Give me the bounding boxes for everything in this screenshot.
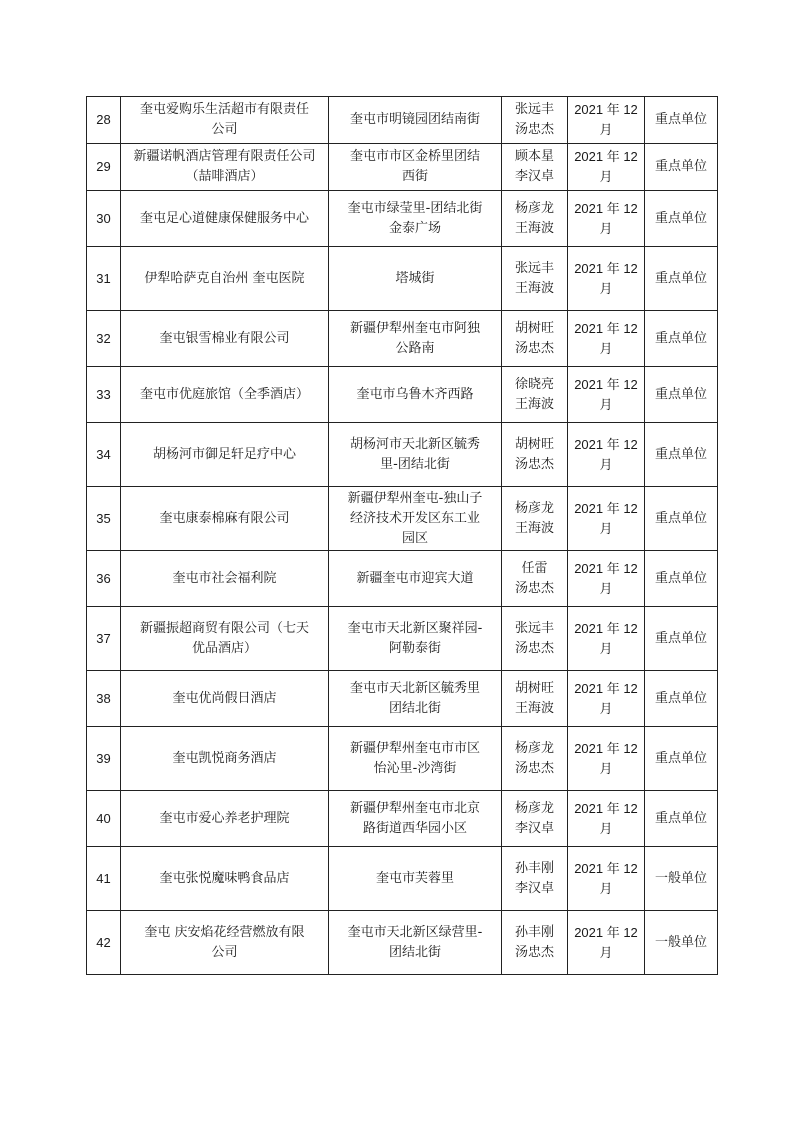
inspector-names: 张远丰 汤忠杰 <box>502 97 568 144</box>
row-number: 41 <box>87 847 121 911</box>
inspector-names: 顾本星 李汉卓 <box>502 144 568 191</box>
table-row <box>87 671 718 727</box>
table-row <box>87 367 718 423</box>
table-row <box>87 144 718 191</box>
table-row <box>87 191 718 247</box>
row-number: 37 <box>87 607 121 671</box>
inspector-names: 张远丰 王海波 <box>502 247 568 311</box>
unit-address: 新疆伊犁州奎屯市市区 怡沁里-沙湾街 <box>329 727 502 791</box>
unit-address: 胡杨河市天北新区毓秀 里-团结北街 <box>329 423 502 487</box>
row-number: 35 <box>87 487 121 551</box>
unit-name: 奎屯康泰棉麻有限公司 <box>121 487 329 551</box>
unit-name: 奎屯足心道健康保健服务中心 <box>121 191 329 247</box>
unit-name: 奎屯 庆安焰花经营燃放有限 公司 <box>121 911 329 975</box>
unit-name: 新疆振超商贸有限公司（七天 优品酒店） <box>121 607 329 671</box>
table-row <box>87 487 718 551</box>
inspection-date: 2021 年 12 月 <box>568 607 645 671</box>
unit-category: 重点单位 <box>645 311 718 367</box>
inspection-table <box>86 96 718 975</box>
unit-category: 一般单位 <box>645 847 718 911</box>
unit-name: 奎屯市社会福利院 <box>121 551 329 607</box>
unit-address: 奎屯市天北新区绿营里- 团结北街 <box>329 911 502 975</box>
inspector-names: 胡树旺 汤忠杰 <box>502 311 568 367</box>
unit-address: 奎屯市市区金桥里团结 西街 <box>329 144 502 191</box>
unit-address: 奎屯市乌鲁木齐西路 <box>329 367 502 423</box>
row-number: 33 <box>87 367 121 423</box>
inspection-date: 2021 年 12 月 <box>568 551 645 607</box>
row-number: 36 <box>87 551 121 607</box>
unit-name: 新疆诺帆酒店管理有限责任公司 （喆啡酒店） <box>121 144 329 191</box>
table-row <box>87 311 718 367</box>
inspection-date: 2021 年 12 月 <box>568 423 645 487</box>
unit-address: 塔城街 <box>329 247 502 311</box>
unit-name: 奎屯张悦魔味鸭食品店 <box>121 847 329 911</box>
table-row <box>87 97 718 144</box>
inspection-date: 2021 年 12 月 <box>568 247 645 311</box>
unit-category: 重点单位 <box>645 367 718 423</box>
row-number: 40 <box>87 791 121 847</box>
inspection-date: 2021 年 12 月 <box>568 97 645 144</box>
inspection-date: 2021 年 12 月 <box>568 191 645 247</box>
table-row <box>87 423 718 487</box>
table-row <box>87 911 718 975</box>
unit-category: 重点单位 <box>645 423 718 487</box>
unit-name: 奎屯凯悦商务酒店 <box>121 727 329 791</box>
inspector-names: 孙丰刚 汤忠杰 <box>502 911 568 975</box>
unit-category: 重点单位 <box>645 671 718 727</box>
unit-address: 奎屯市绿莹里-团结北街 金泰广场 <box>329 191 502 247</box>
unit-name: 奎屯爱购乐生活超市有限责任 公司 <box>121 97 329 144</box>
table-row <box>87 791 718 847</box>
unit-name: 奎屯市优庭旅馆（全季酒店） <box>121 367 329 423</box>
row-number: 39 <box>87 727 121 791</box>
unit-address: 新疆伊犁州奎屯-独山子 经济技术开发区东工业 园区 <box>329 487 502 551</box>
unit-category: 重点单位 <box>645 551 718 607</box>
unit-name: 奎屯银雪棉业有限公司 <box>121 311 329 367</box>
inspection-date: 2021 年 12 月 <box>568 671 645 727</box>
unit-category: 重点单位 <box>645 487 718 551</box>
inspection-date: 2021 年 12 月 <box>568 911 645 975</box>
inspector-names: 杨彦龙 汤忠杰 <box>502 727 568 791</box>
row-number: 34 <box>87 423 121 487</box>
unit-address: 奎屯市明镜园团结南街 <box>329 97 502 144</box>
unit-address: 新疆奎屯市迎宾大道 <box>329 551 502 607</box>
inspector-names: 杨彦龙 李汉卓 <box>502 791 568 847</box>
table-row <box>87 247 718 311</box>
unit-category: 重点单位 <box>645 791 718 847</box>
inspector-names: 胡树旺 汤忠杰 <box>502 423 568 487</box>
inspector-names: 徐晓亮 王海波 <box>502 367 568 423</box>
inspector-names: 孙丰刚 李汉卓 <box>502 847 568 911</box>
inspector-names: 杨彦龙 王海波 <box>502 191 568 247</box>
unit-address: 新疆伊犁州奎屯市北京 路街道西华园小区 <box>329 791 502 847</box>
row-number: 28 <box>87 97 121 144</box>
unit-address: 奎屯市天北新区毓秀里 团结北街 <box>329 671 502 727</box>
inspection-date: 2021 年 12 月 <box>568 727 645 791</box>
row-number: 30 <box>87 191 121 247</box>
row-number: 32 <box>87 311 121 367</box>
unit-category: 重点单位 <box>645 247 718 311</box>
inspection-date: 2021 年 12 月 <box>568 367 645 423</box>
inspector-names: 胡树旺 王海波 <box>502 671 568 727</box>
row-number: 42 <box>87 911 121 975</box>
unit-category: 一般单位 <box>645 911 718 975</box>
unit-category: 重点单位 <box>645 97 718 144</box>
inspector-names: 任雷 汤忠杰 <box>502 551 568 607</box>
table-row <box>87 727 718 791</box>
unit-name: 奎屯市爱心养老护理院 <box>121 791 329 847</box>
unit-name: 胡杨河市御足轩足疗中心 <box>121 423 329 487</box>
unit-category: 重点单位 <box>645 607 718 671</box>
inspector-names: 张远丰 汤忠杰 <box>502 607 568 671</box>
table-row <box>87 551 718 607</box>
table-row <box>87 847 718 911</box>
inspection-date: 2021 年 12 月 <box>568 144 645 191</box>
unit-name: 伊犁哈萨克自治州 奎屯医院 <box>121 247 329 311</box>
inspection-date: 2021 年 12 月 <box>568 311 645 367</box>
unit-category: 重点单位 <box>645 191 718 247</box>
inspection-date: 2021 年 12 月 <box>568 487 645 551</box>
table-row <box>87 607 718 671</box>
unit-category: 重点单位 <box>645 144 718 191</box>
unit-category: 重点单位 <box>645 727 718 791</box>
row-number: 38 <box>87 671 121 727</box>
unit-address: 新疆伊犁州奎屯市阿独 公路南 <box>329 311 502 367</box>
inspection-date: 2021 年 12 月 <box>568 791 645 847</box>
unit-address: 奎屯市天北新区聚祥园- 阿勒泰街 <box>329 607 502 671</box>
inspector-names: 杨彦龙 王海波 <box>502 487 568 551</box>
inspection-date: 2021 年 12 月 <box>568 847 645 911</box>
unit-name: 奎屯优尚假日酒店 <box>121 671 329 727</box>
row-number: 31 <box>87 247 121 311</box>
row-number: 29 <box>87 144 121 191</box>
unit-address: 奎屯市芙蓉里 <box>329 847 502 911</box>
